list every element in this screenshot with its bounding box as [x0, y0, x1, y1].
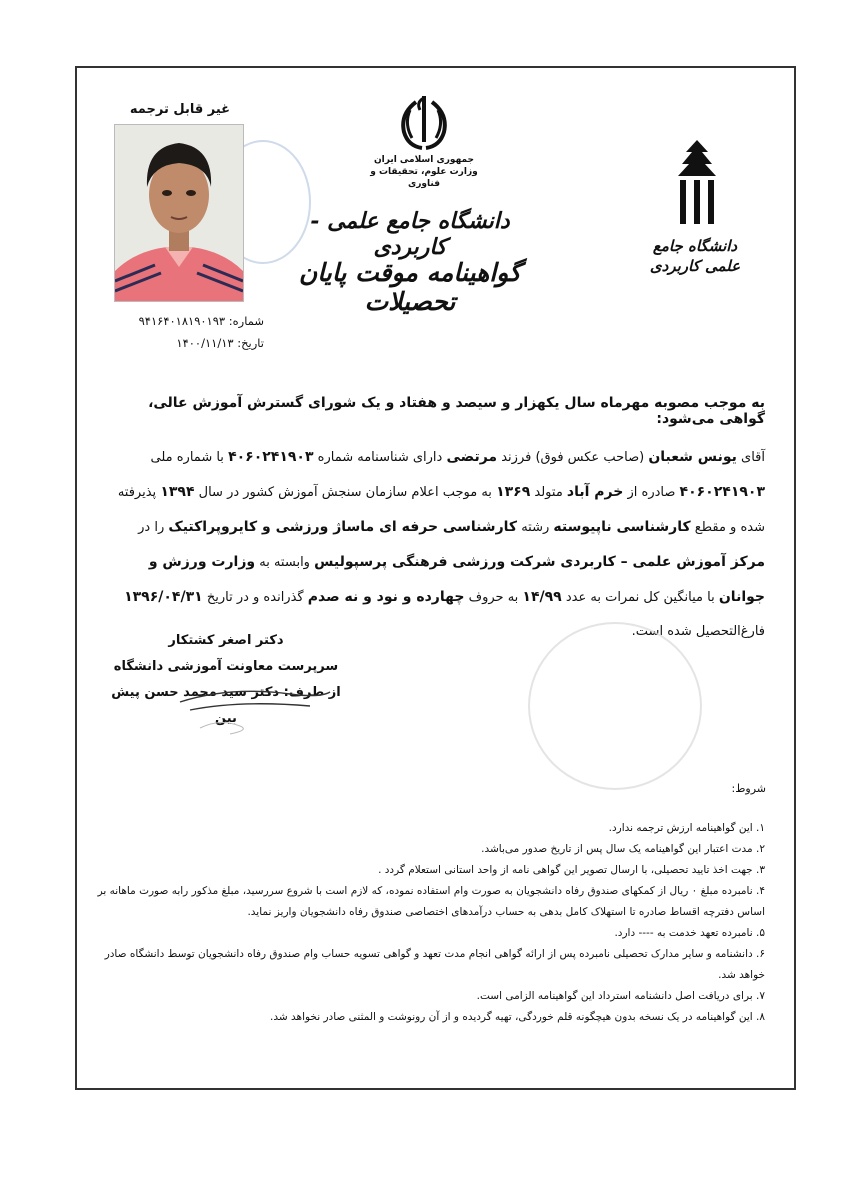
gpa-number: ۱۴/۹۹ [522, 589, 562, 605]
university-seal [528, 622, 702, 790]
body-text: رشته [521, 520, 550, 535]
condition-item: ۲. مدت اعتبار این گواهینامه یک سال پس از تاریخ صدور می‌باشد. [481, 843, 765, 855]
body-text: فارغ‌التحصیل شده است. [631, 624, 765, 639]
body-text: گذرانده و در تاریخ [206, 590, 304, 605]
intro-statement: به موجب مصوبه مهرماه سال یکهزار و سیصد و هفتاد و یک شورای گسترش آموزش عالی، گواهی می‌شود: [148, 395, 765, 427]
certificate-title: گواهینامه موقت پایان تحصیلات [298, 258, 522, 316]
body-text: پذیرفته شده و مقطع [117, 485, 765, 535]
person-portrait-icon [115, 125, 243, 301]
untranslatable-label: غیر قابل ترجمه [129, 102, 231, 117]
number-value: ۹۴۱۶۴۰۱۸۱۹۰۱۹۳ [138, 314, 226, 328]
condition-item: ۷. برای دریافت اصل دانشنامه استرداد این گواهینامه الزامی است. [476, 990, 765, 1002]
applicant-photo [114, 124, 244, 302]
certificate-body [110, 440, 765, 649]
emblem-caption [368, 154, 480, 190]
father-name: مرتضی [446, 449, 498, 465]
body-text: به حروف [468, 590, 519, 605]
condition-item: ۱. این گواهینامه ارزش ترجمه ندارد. [608, 822, 765, 834]
graduation-date: ۱۳۹۶/۰۴/۳۱ [124, 589, 203, 605]
national-id: ۴۰۶۰۲۴۱۹۰۳ [679, 484, 765, 500]
gpa-words: چهارده و نود و نه صدم [307, 589, 465, 605]
body-text: با میانگین کل نمرات به عدد [565, 590, 715, 605]
student-name: یونس شعبان [648, 449, 737, 465]
date-label: تاریخ: [237, 336, 264, 350]
degree: کارشناسی ناپیوسته [553, 519, 691, 535]
number-label: شماره: [228, 314, 264, 328]
conditions-list [90, 818, 765, 1028]
date-value: ۱۴۰۰/۱۱/۱۳ [176, 336, 234, 350]
id-number: ۴۰۶۰۲۴۱۹۰۳ [228, 449, 314, 465]
condition-item: ۸. این گواهینامه در یک نسخه بدون هیچگونه قلم خوردگی، تهیه گردیده و از آن رونوشت و المثنی صادر نخواهد شد. [270, 1011, 765, 1023]
body-text: وابسته به [259, 555, 310, 570]
condition-item: ۴. نامبرده مبلغ ۰ ریال از کمکهای صندوق رفاه دانشجویان به صورت وام استفاده نموده، که لازم است با شروع سررسید، مبلغ مذکور رابه صورت ماهانه بر اساس دفترچه اقساط صادره تا استهلاک کامل بدهی به حساب درآمدهای اختصاصی صندوق رفاه دانشجویان واریز نماید. [97, 885, 765, 918]
education-center: مرکز آموزش علمی – کاربردی شرکت ورزشی فرهنگی پرسپولیس [314, 554, 765, 570]
condition-item: ۵. نامبرده تعهد خدمت به ---- دارد. [614, 927, 765, 939]
on-behalf: از طرف: دکتر سید محمد حسن پیش بین [111, 685, 341, 726]
iran-emblem-icon [394, 92, 454, 154]
body-text: صادره از [627, 485, 676, 500]
condition-item: ۳. جهت اخذ تایید تحصیلی، با ارسال تصویر این گواهی نامه از واحد استانی استعلام گردد . [378, 864, 765, 876]
body-text: آقای [741, 450, 765, 465]
body-text: را در [138, 520, 165, 535]
birth-year: ۱۳۶۹ [496, 484, 531, 500]
body-text: متولد [534, 485, 563, 500]
ministry: وزارت ورزش و جوانان [148, 554, 765, 605]
date-line [114, 336, 264, 350]
signer-position: سرپرست معاونت آموزشی دانشگاه [113, 659, 339, 674]
handwritten-signature-icon [170, 680, 340, 740]
body-text: به موجب اعلام سازمان سنجش آموزش کشور در سال [198, 485, 492, 500]
university-title: دانشگاه جامع علمی - کاربردی [310, 208, 510, 260]
emblem-caption-ministry: وزارت علوم، تحقیقات و فناوری [370, 167, 478, 189]
conditions-heading: شروط: [731, 782, 766, 795]
body-text: با شماره ملی [150, 450, 224, 465]
logo-caption-line1: دانشگاه جامع [652, 237, 738, 255]
number-line [114, 314, 264, 328]
signer-name: دکتر اصغر کشتکار [168, 633, 284, 648]
admission-year: ۱۳۹۴ [160, 484, 195, 500]
body-text: دارای شناسنامه شماره [317, 450, 443, 465]
logo-caption [640, 236, 750, 276]
logo-caption-line2: علمی کاربردی [649, 257, 741, 275]
university-logo-icon [672, 140, 722, 228]
issued-city: خرم آباد [566, 484, 624, 500]
body-text: (صاحب عکس فوق) فرزند [501, 450, 645, 465]
emblem-caption-country: جمهوری اسلامی ایران [373, 155, 475, 165]
condition-item: ۶. دانشنامه و سایر مدارک تحصیلی نامبرده پس از ارائه گواهی انجام مدت تعهد و گواهی تسویه حساب وام صندوق رفاه دانشجویان توسط دانشگاه صادر خواهد شد. [104, 948, 765, 981]
field-of-study: کارشناسی حرفه ای ماساژ ورزشی و کایروپراکتیک [168, 519, 518, 535]
